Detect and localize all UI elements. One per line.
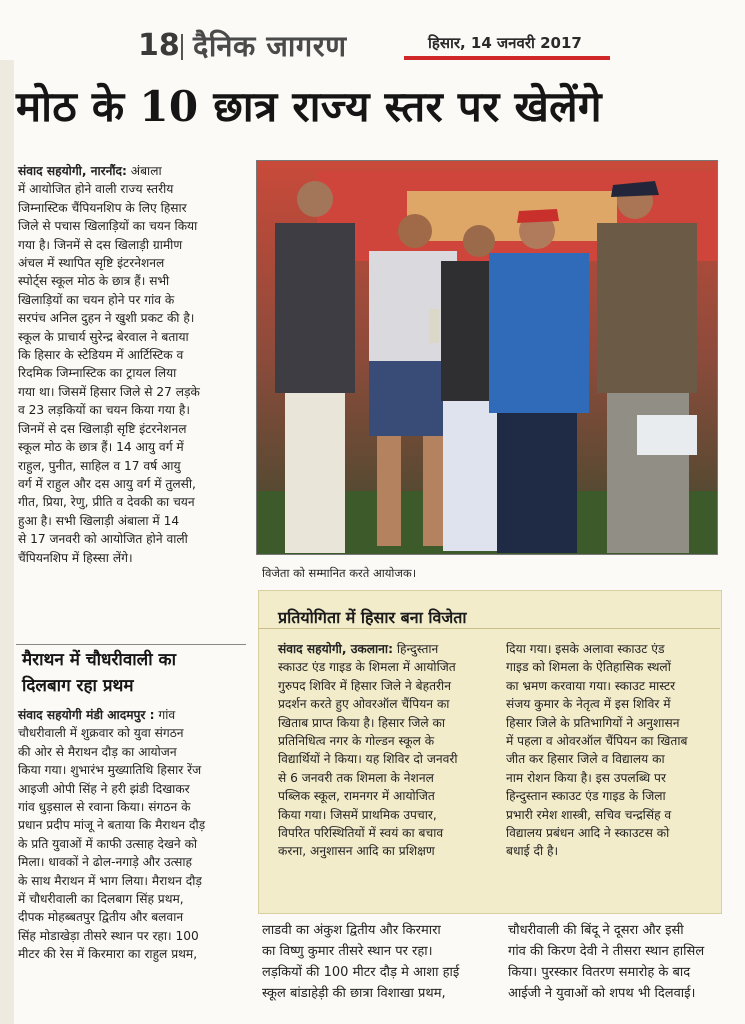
- scout-story-line-3: प्रदर्शन करते हुए ओवरऑल चैंपियन का: [278, 697, 450, 712]
- page-number: 18: [138, 28, 180, 63]
- scout-story-line-7: से 6 जनवरी तक शिमला के नेशनल: [278, 770, 434, 785]
- main-story-line-21: चैंपियनशिप में हिस्सा लेंगे।: [18, 550, 133, 565]
- marathon-title-line-2: दिलबाग रहा प्रथम: [22, 676, 134, 696]
- scout-story-column-2: [506, 640, 712, 861]
- scout-story-line-8: पब्लिक स्कूल, रामनगर में आयोजित: [278, 789, 435, 804]
- scout-story-col2-line-1: गाइड को शिमला के ऐतिहासिक स्थलों: [506, 660, 671, 675]
- scout-story-line-11: करना, अनुशासन आदि का प्रशिक्षण: [278, 844, 435, 859]
- marathon-line-4: आइजी ओपी सिंह ने हरी झंडी दिखाकर: [18, 781, 190, 796]
- scout-story-line-4: खिताब प्राप्त किया है। हिसार जिले का: [278, 715, 446, 730]
- scout-story-col2-line-6: जीत कर हिसार जिले व विद्यालय का: [506, 752, 665, 767]
- main-story-line-3: जिले से पचास खिलाड़ियों का चयन किया: [18, 219, 198, 234]
- marathon-line-3: किया गया। शुभारंभ मुख्यातिथि हिसार रेंज: [18, 763, 202, 778]
- scout-story-col2-line-5: में पहला व ओवरऑल चैंपियन का खिताब: [506, 734, 688, 749]
- scout-story-column-1: [278, 640, 496, 861]
- newspaper-name: दैनिक जागरण: [193, 29, 347, 63]
- scout-story-line-1: स्काउट एंड गाइड के शिमला में आयोजित: [278, 660, 456, 675]
- scout-story-line-10: विपरित परिस्थितियों में स्वयं का बचाव: [278, 826, 444, 841]
- main-story-line-6: स्पोर्ट्स स्कूल मोठ के छात्र हैं। सभी: [18, 274, 170, 289]
- masthead-red-bar: [404, 56, 610, 60]
- main-story-line-15: स्कूल मोठ के छात्र हैं। 14 आयु वर्ग में: [18, 440, 184, 455]
- scout-story-col2-line-0: दिया गया। इसके अलावा स्काउट एंड: [506, 642, 665, 656]
- main-story-line-12: गया था। जिसमें हिसार जिले से 27 लड़के: [18, 384, 200, 399]
- main-story-line-16: राहुल, पुनीत, साहिल व 17 वर्ष आयु: [18, 458, 181, 473]
- marathon-line-13: मीटर की रेस में किरमारा का राहुल प्रथम,: [18, 947, 198, 962]
- marathon-byline: संवाद सहयोगी मंडी आदमपुर :: [18, 708, 155, 722]
- award-ceremony-photo: [257, 161, 717, 554]
- marathon-line-5: गांव धुड़साल से रवाना किया। संगठन के: [18, 800, 191, 815]
- scout-story-col2-line-3: संजय कुमार के नेतृत्व में इस शिविर में: [506, 697, 671, 712]
- main-story-line-11: रिदमिक जिम्नास्टिक का ट्रायल लिया: [18, 366, 177, 381]
- main-story-line-0: संवाद सहयोगी, नारनौंद: अंबाला: [18, 164, 162, 178]
- scout-story-title: प्रतियोगिता में हिसार बना विजेता: [278, 608, 467, 627]
- marathon-line-10: में चौधरीवाली का दिलबाग सिंह प्रथम,: [18, 892, 184, 907]
- marathon-col3-line-3: आईजी ने युवाओं को शपथ भी दिलवाई।: [508, 986, 696, 1001]
- main-story-line-9: स्कूल के प्राचार्य सुरेन्द्र बेरवाल ने बताया: [18, 329, 189, 344]
- main-story-line-2: जिम्नास्टिक चैंपियनशिप के लिए हिसार: [18, 200, 187, 215]
- scout-story-line-2: गुरुपद शिविर में हिसार जिले ने बेहतरीन: [278, 678, 451, 693]
- main-story-line-14: जिनमें से दस खिलाड़ी सृष्टि इंटरनेशनल: [18, 421, 187, 436]
- scout-story-col2-line-8: हिन्दुस्तान स्काउट एंड गाइड के जिला: [506, 789, 666, 804]
- main-headline: मोठ के 10 छात्र राज्य स्तर पर खेलेंगे: [16, 82, 602, 131]
- main-story-line-13: व 23 लड़कियों का चयन किया गया है।: [18, 403, 190, 418]
- main-story-line-19: हुआ है। सभी खिलाड़ी अंबाला में 14: [18, 513, 180, 528]
- main-story-line-4: गया है। जिनमें से दस खिलाड़ी ग्रामीण: [18, 237, 183, 252]
- dateline: हिसार, 14 जनवरी 2017: [428, 34, 582, 52]
- scout-story-title-rule: [258, 628, 720, 629]
- masthead-separator: [181, 34, 183, 60]
- marathon-line-11: दीपक मोहब्बतपुर द्वितीय और बलवान: [18, 910, 184, 925]
- main-story-line-17: वर्ग में राहुल और दस आयु वर्ग में तुलसी,: [18, 476, 196, 491]
- marathon-col3-line-2: किया। पुरस्कार वितरण समारोह के बाद: [508, 965, 691, 980]
- marathon-col2-line-1: का विष्णु कुमार तीसरे स्थान पर रहा।: [262, 944, 433, 959]
- marathon-line-7: के प्रति युवाओं में काफी उत्साह देखने को: [18, 836, 198, 851]
- marathon-line-0: संवाद सहयोगी मंडी आदमपुर : गांव: [18, 708, 176, 722]
- main-story-line-7: खिलाड़ियों का चयन होने पर गांव के: [18, 292, 175, 307]
- marathon-col2-line-3: स्कूल बांडाहेड़ी की छात्रा विशाखा प्रथम,: [262, 986, 446, 1001]
- marathon-story-column-1: [18, 706, 246, 964]
- main-story-line-10: कि हिसार के स्टेडियम में आर्टिस्टिक व: [18, 348, 184, 363]
- marathon-line-8: मिला। धावकों ने ढोल-नगाड़े और उत्साह: [18, 855, 193, 870]
- scout-story-line-6: विद्यार्थियों ने किया। यह शिविर दो जनवरी: [278, 752, 458, 767]
- news-photo: [256, 160, 718, 555]
- marathon-top-rule: [16, 644, 246, 645]
- photo-caption: विजेता को सम्मानित करते आयोजक।: [262, 566, 417, 580]
- marathon-line-12: सिंह मोडाखेड़ा तीसरे स्थान पर रहा। 100: [18, 928, 199, 943]
- main-story-line-5: अंचल में स्थापित सृष्टि इंटरनेशनल: [18, 256, 165, 271]
- scout-story-col2-line-4: हिसार जिले के प्रतिभागियों ने अनुशासन: [506, 715, 680, 730]
- marathon-col2-line-2: लड़कियों की 100 मीटर दौड़ मे आशा हाई: [262, 965, 460, 980]
- scout-story-col2-line-2: का भ्रमण करवाया गया। स्काउट मास्टर: [506, 678, 676, 693]
- marathon-line-2: की ओर से मैराथन दौड़ का आयोजन: [18, 744, 177, 759]
- marathon-line-6: प्रधान प्रदीप मांजू ने बताया कि मैराथन दौड़: [18, 818, 206, 833]
- marathon-title-line-1: मैराथन में चौधरीवाली का: [22, 650, 176, 670]
- scout-story-line-5: प्रतिनिधित्व नगर के गोल्डन स्कूल के: [278, 734, 435, 749]
- marathon-col2-line-0: लाडवी का अंकुश द्वितीय और किरमारा: [262, 923, 441, 938]
- scout-story-col2-line-11: बधाई दी है।: [506, 844, 559, 859]
- main-story-line-8: सरपंच अनिल दुहन ने खुशी प्रकट की है।: [18, 311, 195, 326]
- page-edge: [0, 60, 14, 1024]
- marathon-story-column-3: [508, 920, 720, 1004]
- scout-story-col2-line-9: प्रभारी रमेश शास्त्री, सचिव चन्द्रसिंह व: [506, 807, 672, 822]
- main-story-column: [18, 162, 246, 567]
- scout-story-byline: संवाद सहयोगी, उकलाना:: [278, 642, 393, 656]
- main-story-byline: संवाद सहयोगी, नारनौंद:: [18, 164, 127, 178]
- scout-story-col2-line-10: विद्यालय प्रबंधन आदि ने स्काउटस को: [506, 826, 670, 841]
- marathon-line-9: के साथ मैराथन में भाग लिया। मैराथन दौड़: [18, 873, 202, 888]
- marathon-line-1: चौधरीवाली में शुक्रवार को युवा संगठन: [18, 726, 184, 741]
- scout-story-line-9: किया गया। जिसमें प्राथमिक उपचार,: [278, 807, 437, 822]
- masthead: [138, 22, 618, 68]
- marathon-story-column-2: [262, 920, 500, 1004]
- scout-story-col2-line-7: नाम रोशन किया है। इस उपलब्धि पर: [506, 770, 666, 785]
- marathon-col3-line-0: चौधरीवाली की बिंदू ने दूसरा और इसी: [508, 923, 684, 938]
- main-story-line-18: गीत, प्रिया, रेणु, प्रीति व देवकी का चयन: [18, 495, 195, 510]
- scout-story-line-0: संवाद सहयोगी, उकलाना: हिन्दुस्तान: [278, 642, 439, 656]
- main-story-line-1: में आयोजित होने वाली राज्य स्तरीय: [18, 182, 174, 197]
- main-story-line-20: से 17 जनवरी को आयोजित होने वाली: [18, 532, 188, 547]
- marathon-col3-line-1: गांव की किरण देवी ने तीसरा स्थान हासिल: [508, 944, 705, 959]
